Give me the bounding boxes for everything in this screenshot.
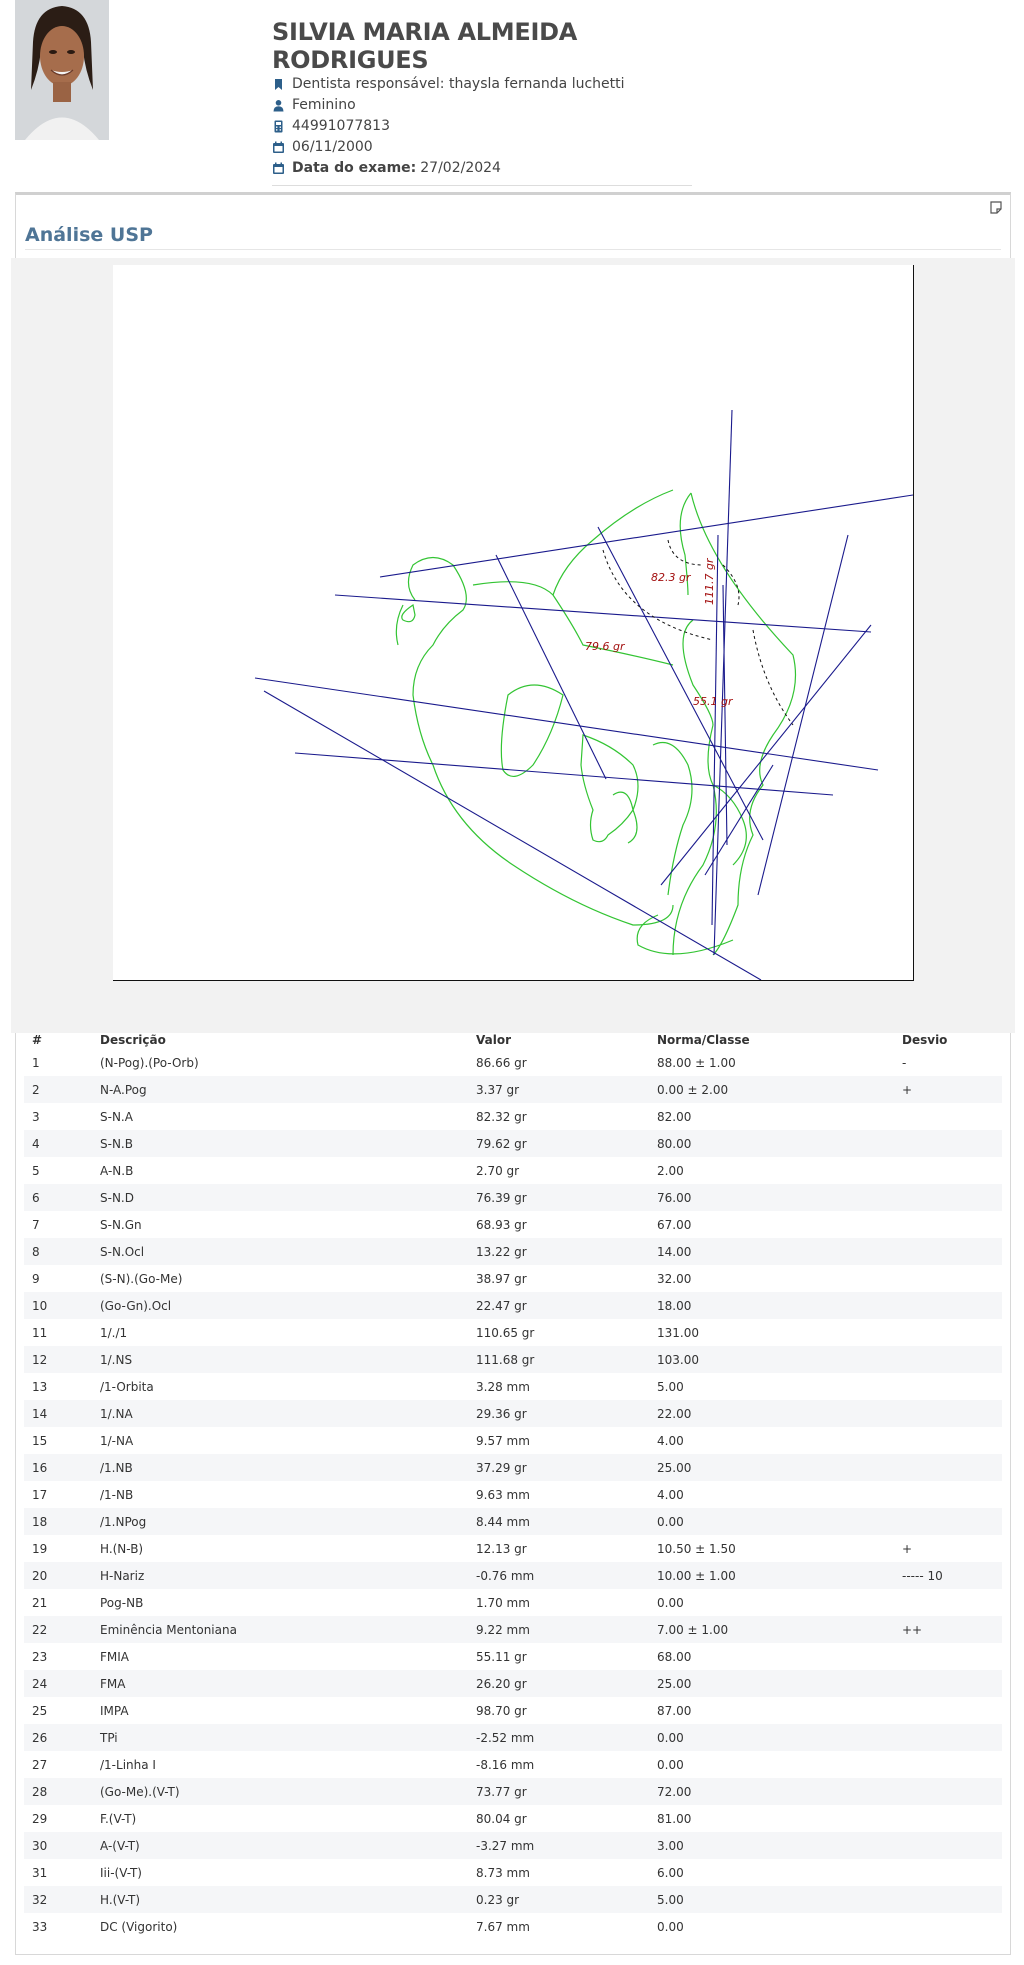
angle-label-snb: 79.6 gr: [585, 640, 625, 653]
row-value: 8.73 mm: [476, 1865, 530, 1880]
row-value: 86.66 gr: [476, 1055, 527, 1070]
row-norm: 103.00: [648, 1346, 893, 1373]
gender-value: Feminino: [292, 97, 356, 113]
row-index: 31: [32, 1865, 48, 1880]
row-description: S-N.B: [91, 1130, 467, 1157]
birth-line: [272, 137, 692, 158]
row-index: 29: [32, 1811, 48, 1826]
user-icon: [272, 99, 285, 112]
row-description: H.(V-T): [91, 1886, 467, 1913]
gender-line: [272, 95, 692, 116]
row-value: 68.93 gr: [476, 1217, 527, 1232]
row-description: /1-Orbita: [100, 1379, 154, 1394]
row-norm: 0.00 ± 2.00: [648, 1076, 893, 1103]
row-index: 7: [32, 1217, 40, 1232]
row-deviation: [893, 1481, 1002, 1508]
row-index: 18: [24, 1508, 91, 1535]
table-row: [24, 1076, 1002, 1103]
row-description: S-N.D: [91, 1184, 467, 1211]
row-description: (N-Pog).(Po-Orb): [100, 1055, 199, 1070]
row-deviation: [893, 1319, 1002, 1346]
row-deviation: [893, 1265, 1002, 1292]
table-row: [24, 1805, 1002, 1832]
row-norm: 82.00: [657, 1109, 692, 1124]
table-row: [24, 1319, 1002, 1346]
patient-photo: [15, 0, 109, 140]
row-index: 22: [24, 1616, 91, 1643]
row-norm: 6.00: [657, 1865, 684, 1880]
row-norm: 0.00: [648, 1508, 893, 1535]
row-index: 6: [24, 1184, 91, 1211]
results-table: [24, 1031, 1002, 1940]
row-value: -3.27 mm: [467, 1832, 648, 1859]
row-index: 26: [24, 1724, 91, 1751]
tracing-canvas: [113, 265, 913, 980]
table-row: [24, 1643, 1002, 1670]
row-deviation: [893, 1454, 1002, 1481]
table-row: [24, 1859, 1002, 1886]
birth-date: 06/11/2000: [292, 139, 373, 155]
row-deviation: [893, 1778, 1002, 1805]
row-norm: 14.00: [648, 1238, 893, 1265]
row-deviation: [893, 1346, 1002, 1373]
row-norm: 32.00: [657, 1271, 692, 1286]
table-row: [24, 1049, 1002, 1076]
row-norm: 10.50 ± 1.50: [657, 1541, 736, 1556]
row-index: 11: [32, 1325, 48, 1340]
row-norm: 3.00: [648, 1832, 893, 1859]
row-deviation: [893, 1400, 1002, 1427]
angle-label-sna: 82.3 gr: [651, 571, 691, 584]
row-description: FMIA: [100, 1649, 130, 1664]
row-norm: 72.00: [648, 1778, 893, 1805]
row-deviation: [893, 1103, 1002, 1130]
row-index: 19: [32, 1541, 48, 1556]
header-deviation: Desvio: [902, 1033, 948, 1047]
bookmark-icon: [272, 78, 285, 91]
row-value: 110.65 gr: [476, 1325, 535, 1340]
row-deviation: [893, 1292, 1002, 1319]
calendar-icon: [272, 141, 285, 154]
row-norm: 0.00: [657, 1919, 684, 1934]
row-description: H.(N-B): [100, 1541, 144, 1556]
row-deviation: +: [902, 1541, 913, 1556]
table-row: [24, 1130, 1002, 1157]
row-value: 37.29 gr: [467, 1454, 648, 1481]
row-norm: 80.00: [648, 1130, 893, 1157]
row-value: 73.77 gr: [467, 1778, 648, 1805]
row-value: 80.04 gr: [476, 1811, 527, 1826]
phone-line: [272, 116, 692, 137]
row-value: 38.97 gr: [476, 1271, 527, 1286]
row-value: 2.70 gr: [476, 1163, 520, 1178]
row-norm: 0.00: [657, 1595, 684, 1610]
row-value: 9.22 mm: [467, 1616, 648, 1643]
row-description: S-N.A: [100, 1109, 133, 1124]
row-index: 17: [32, 1487, 48, 1502]
row-description: /1-Linha I: [100, 1757, 156, 1772]
row-description: Iii-(V-T): [100, 1865, 142, 1880]
row-value: 26.20 gr: [467, 1670, 648, 1697]
row-description: IMPA: [100, 1703, 129, 1718]
row-description: FMA: [91, 1670, 467, 1697]
calculator-icon: [272, 120, 285, 133]
row-value: 111.68 gr: [467, 1346, 648, 1373]
row-norm: 131.00: [657, 1325, 699, 1340]
row-index: 2: [24, 1076, 91, 1103]
row-norm: 76.00: [648, 1184, 893, 1211]
row-deviation: ----- 10: [893, 1562, 1002, 1589]
row-index: 13: [32, 1379, 48, 1394]
row-value: 79.62 gr: [467, 1130, 648, 1157]
row-description: 1/-NA: [100, 1433, 134, 1448]
table-row: [24, 1373, 1002, 1400]
row-description: TPi: [91, 1724, 467, 1751]
row-norm: 2.00: [657, 1163, 684, 1178]
row-description: 1/.NS: [91, 1346, 467, 1373]
row-deviation: [893, 1886, 1002, 1913]
row-index: 4: [24, 1130, 91, 1157]
row-index: 30: [24, 1832, 91, 1859]
table-row: [24, 1697, 1002, 1724]
row-deviation: [893, 1697, 1002, 1724]
phone-value: 44991077813: [292, 118, 390, 134]
row-value: 12.13 gr: [476, 1541, 527, 1556]
row-value: 3.28 mm: [476, 1379, 530, 1394]
row-value: 8.44 mm: [467, 1508, 648, 1535]
row-deviation: [893, 1643, 1002, 1670]
row-description: /1.NB: [91, 1454, 467, 1481]
row-deviation: [893, 1670, 1002, 1697]
row-value: 7.67 mm: [476, 1919, 530, 1934]
row-value: -0.76 mm: [467, 1562, 648, 1589]
row-deviation: [893, 1373, 1002, 1400]
results-body: [24, 1049, 1002, 1940]
row-norm: 22.00: [648, 1400, 893, 1427]
reference-lines: [255, 410, 913, 980]
analysis-card: [15, 192, 1011, 1955]
row-norm: 0.00: [648, 1724, 893, 1751]
table-row: [24, 1184, 1002, 1211]
row-index: 15: [32, 1433, 48, 1448]
row-index: 16: [24, 1454, 91, 1481]
row-norm: 7.00 ± 1.00: [648, 1616, 893, 1643]
row-value: 13.22 gr: [467, 1238, 648, 1265]
row-index: 1: [32, 1055, 40, 1070]
row-norm: 18.00: [648, 1292, 893, 1319]
row-value: 55.11 gr: [476, 1649, 527, 1664]
table-row: [24, 1265, 1002, 1292]
patient-name: SILVIA MARIA ALMEIDA RODRIGUES: [272, 18, 578, 74]
row-deviation: +: [893, 1076, 1002, 1103]
row-index: 27: [32, 1757, 48, 1772]
row-norm: 81.00: [657, 1811, 692, 1826]
table-row: [24, 1832, 1002, 1859]
angle-label-incisor: 111.7 gr: [703, 558, 716, 605]
table-row: [24, 1454, 1002, 1481]
row-norm: 25.00: [648, 1670, 893, 1697]
row-value: 0.23 gr: [467, 1886, 648, 1913]
row-index: 8: [24, 1238, 91, 1265]
row-description: A-(V-T): [91, 1832, 467, 1859]
info-divider: [272, 185, 692, 186]
row-deviation: [893, 1859, 1002, 1886]
row-description: A-N.B: [100, 1163, 134, 1178]
cephalometric-figure-panel: [11, 258, 1015, 1033]
exam-date-label: Data do exame:: [292, 160, 417, 176]
anatomy-traces: [396, 490, 795, 955]
row-norm: 0.00: [657, 1757, 684, 1772]
row-description: Eminência Mentoniana: [91, 1616, 467, 1643]
header-norm: Norma/Classe: [657, 1033, 750, 1047]
dentist-label: Dentista responsável: thaysla fernanda luchetti: [292, 76, 625, 92]
row-description: H-Nariz: [91, 1562, 467, 1589]
row-deviation: [893, 1184, 1002, 1211]
angle-label-fmia: 55.1 gr: [693, 695, 733, 708]
exam-date-value: 27/02/2024: [420, 160, 501, 176]
row-index: 24: [24, 1670, 91, 1697]
table-row: [24, 1481, 1002, 1508]
table-row: [24, 1238, 1002, 1265]
row-norm: 25.00: [648, 1454, 893, 1481]
row-description: DC (Vigorito): [100, 1919, 178, 1934]
row-index: 28: [24, 1778, 91, 1805]
row-index: 23: [32, 1649, 48, 1664]
table-row: [24, 1400, 1002, 1427]
patient-header: [0, 0, 1024, 190]
row-index: 12: [24, 1346, 91, 1373]
table-row: [24, 1886, 1002, 1913]
header-value: Valor: [476, 1033, 512, 1047]
table-row: [24, 1292, 1002, 1319]
row-deviation: ++: [893, 1616, 1002, 1643]
row-deviation: [893, 1724, 1002, 1751]
table-row: [24, 1157, 1002, 1184]
patient-photo-image: [15, 0, 109, 140]
dentist-line: [272, 74, 692, 95]
row-deviation: [893, 1913, 1002, 1940]
row-description: F.(V-T): [100, 1811, 137, 1826]
results-header-row: [24, 1031, 1002, 1049]
table-row: [24, 1724, 1002, 1751]
cephalometric-tracing: [113, 265, 914, 981]
header-description: Descrição: [100, 1033, 166, 1047]
table-row: [24, 1535, 1002, 1562]
row-norm: 4.00: [657, 1487, 684, 1502]
row-index: 10: [24, 1292, 91, 1319]
row-value: 9.63 mm: [476, 1487, 530, 1502]
row-norm: 5.00: [657, 1379, 684, 1394]
row-description: S-N.Gn: [100, 1217, 142, 1232]
row-index: 20: [24, 1562, 91, 1589]
row-norm: 88.00 ± 1.00: [657, 1055, 736, 1070]
row-norm: 5.00: [648, 1886, 893, 1913]
row-deviation: [893, 1157, 1002, 1184]
row-index: 3: [32, 1109, 40, 1124]
row-description: /1-NB: [100, 1487, 134, 1502]
table-row: [24, 1103, 1002, 1130]
row-deviation: [893, 1589, 1002, 1616]
row-description: (Go-Me).(V-T): [91, 1778, 467, 1805]
calendar-icon: [272, 162, 285, 175]
row-description: (Go-Gn).Ocl: [91, 1292, 467, 1319]
table-row: [24, 1346, 1002, 1373]
row-value: 22.47 gr: [467, 1292, 648, 1319]
row-description: (S-N).(Go-Me): [100, 1271, 183, 1286]
row-description: Pog-NB: [100, 1595, 144, 1610]
table-row: [24, 1211, 1002, 1238]
row-value: 98.70 gr: [476, 1703, 527, 1718]
row-norm: 67.00: [657, 1217, 692, 1232]
row-value: 76.39 gr: [467, 1184, 648, 1211]
exam-date-line: [272, 158, 692, 179]
row-norm: 4.00: [657, 1433, 684, 1448]
header-index: #: [32, 1033, 43, 1047]
table-row: [24, 1616, 1002, 1643]
table-row: [24, 1589, 1002, 1616]
row-index: 32: [24, 1886, 91, 1913]
row-value: 1.70 mm: [476, 1595, 530, 1610]
row-index: 33: [32, 1919, 48, 1934]
row-value: -2.52 mm: [467, 1724, 648, 1751]
row-value: 3.37 gr: [467, 1076, 648, 1103]
row-norm: 68.00: [657, 1649, 692, 1664]
table-row: [24, 1427, 1002, 1454]
row-value: 82.32 gr: [476, 1109, 527, 1124]
row-deviation: [893, 1508, 1002, 1535]
row-deviation: [893, 1832, 1002, 1859]
table-row: [24, 1562, 1002, 1589]
table-row: [24, 1751, 1002, 1778]
row-description: 1/./1: [100, 1325, 128, 1340]
row-value: 9.57 mm: [476, 1433, 530, 1448]
row-value: -8.16 mm: [476, 1757, 535, 1772]
row-index: 21: [32, 1595, 48, 1610]
row-description: /1.NPog: [91, 1508, 467, 1535]
patient-info: [272, 18, 692, 186]
note-icon[interactable]: [990, 201, 1002, 214]
title-divider: [25, 249, 1001, 250]
table-row: [24, 1778, 1002, 1805]
row-index: 5: [32, 1163, 40, 1178]
row-norm: 87.00: [657, 1703, 692, 1718]
section-title: Análise USP: [25, 224, 153, 246]
row-value: 29.36 gr: [467, 1400, 648, 1427]
row-description: S-N.Ocl: [91, 1238, 467, 1265]
row-description: 1/.NA: [91, 1400, 467, 1427]
row-deviation: [893, 1751, 1002, 1778]
row-index: 9: [32, 1271, 40, 1286]
row-deviation: [893, 1427, 1002, 1454]
row-index: 25: [32, 1703, 48, 1718]
table-row: [24, 1508, 1002, 1535]
row-deviation: [893, 1238, 1002, 1265]
row-deviation: [893, 1805, 1002, 1832]
row-deviation: [893, 1130, 1002, 1157]
row-description: N-A.Pog: [91, 1076, 467, 1103]
row-deviation: -: [902, 1055, 907, 1070]
table-row: [24, 1670, 1002, 1697]
row-deviation: [893, 1211, 1002, 1238]
table-row: [24, 1913, 1002, 1940]
row-index: 14: [24, 1400, 91, 1427]
angle-labels: [585, 557, 734, 708]
row-norm: 10.00 ± 1.00: [648, 1562, 893, 1589]
